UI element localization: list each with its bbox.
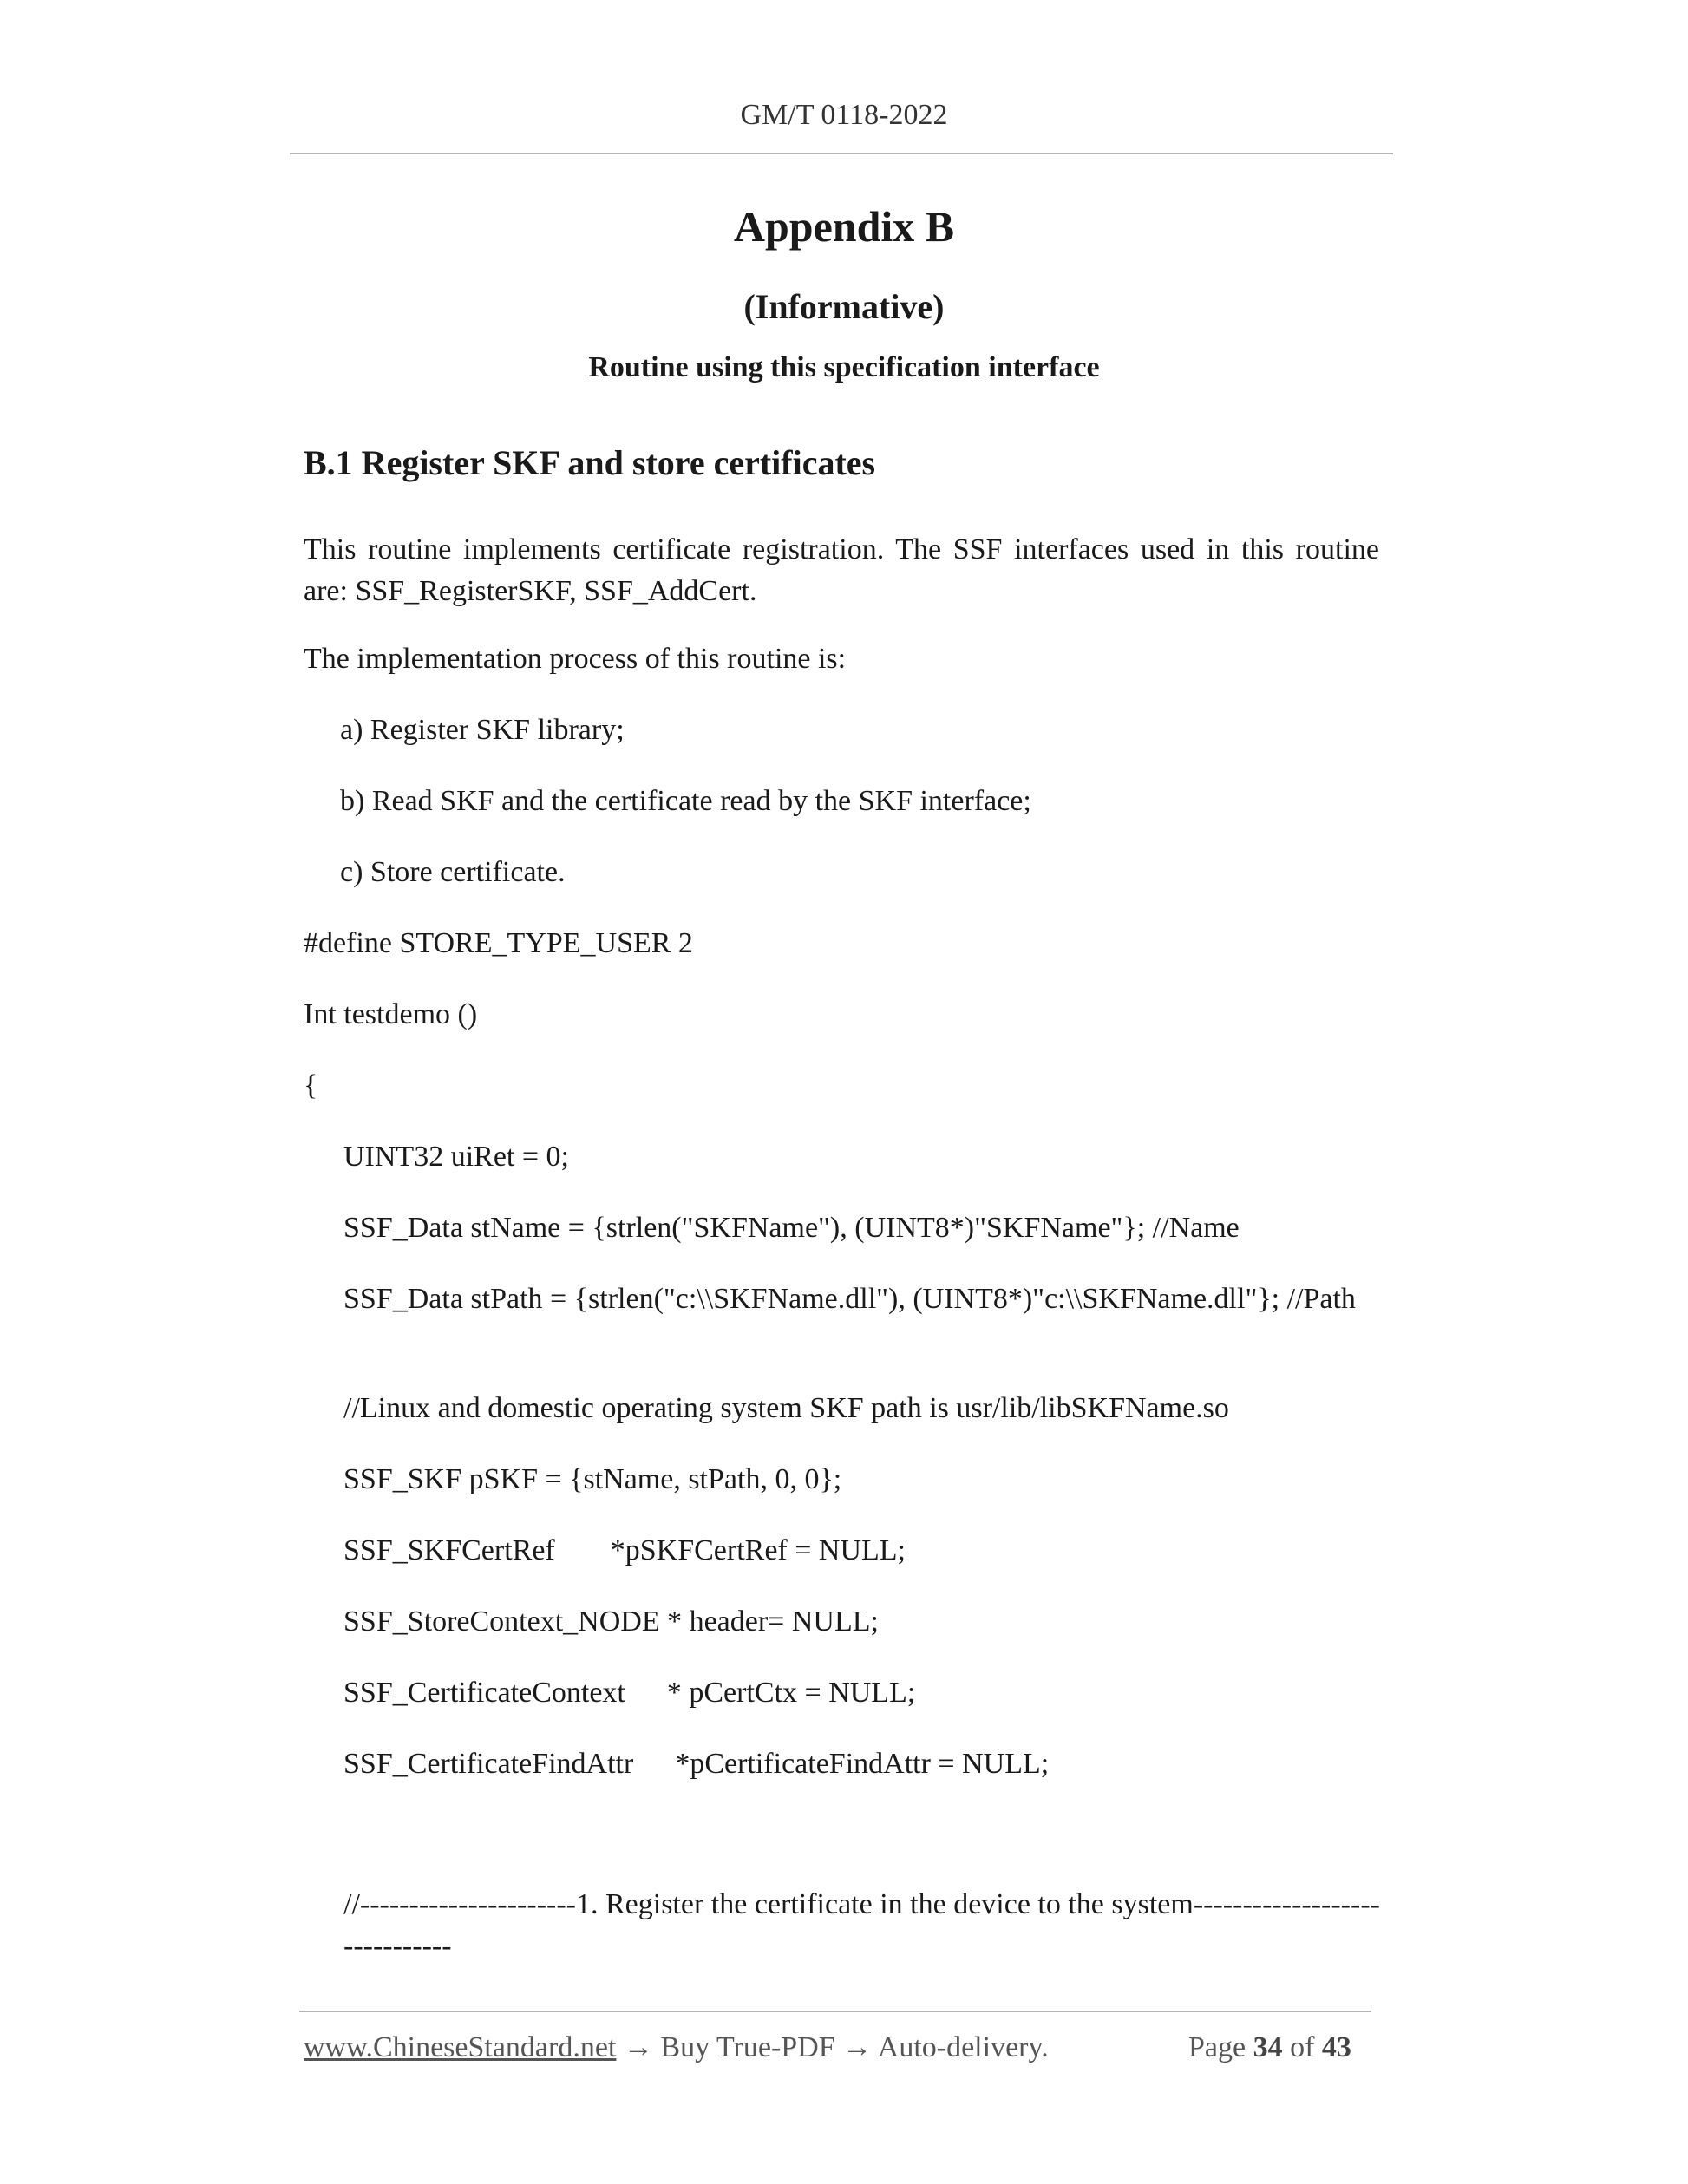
step-item: c) Store certificate. (340, 856, 566, 888)
code-type: SSF_CertificateFindAttr (343, 1748, 634, 1780)
code-line-stname: SSF_Data stName = {strlen("SKFName"), (UINT8*)"SKFName"}; //Name (343, 1212, 1240, 1244)
step-item: b) Read SKF and the certificate read by the SKF interface; (340, 785, 1031, 817)
code-line-header: SSF_StoreContext_NODE * header= NULL; (343, 1605, 879, 1638)
code-open-brace: { (304, 1069, 318, 1102)
site-link[interactable]: www.ChineseStandard.net (304, 2031, 617, 2063)
code-line-pskf: SSF_SKF pSKF = {stName, stPath, 0, 0}; (343, 1463, 842, 1495)
code-line-stpath: SSF_Data stPath = {strlen("c:\\SKFName.dll"), (UINT8*)"c:\\SKFName.dll"}; //Path (343, 1283, 1356, 1315)
appendix-subtitle: Routine using this specification interface (588, 351, 1100, 383)
document-header-id: GM/T 0118-2022 (740, 99, 948, 131)
header-divider (290, 153, 1393, 154)
code-type: SSF_SKFCertRef (343, 1534, 555, 1566)
code-variable: *pCertificateFindAttr = NULL; (675, 1748, 1050, 1780)
page-total: 43 (1321, 2031, 1351, 2063)
appendix-type: (Informative) (743, 287, 945, 326)
footer-divider (299, 2011, 1371, 2012)
of-label: of (1290, 2031, 1315, 2063)
footer-left (304, 2031, 1049, 2064)
code-line-uiret: UINT32 uiRet = 0; (343, 1141, 569, 1173)
page-number: 34 (1253, 2031, 1283, 2063)
step-item: a) Register SKF library; (340, 714, 625, 746)
appendix-title: Appendix B (733, 202, 955, 251)
page-indicator (1188, 2031, 1351, 2064)
code-variable: *pSKFCertRef = NULL; (610, 1534, 906, 1566)
page-label: Page (1188, 2031, 1246, 2063)
code-line-findattr (343, 1743, 1381, 1785)
intro-paragraph: This routine implements certificate registration. The SSF interfaces used in this routine are: SSF_RegisterSKF, SSF_AddCert. (304, 533, 1379, 607)
code-comment-register: //----------------------1. Register the certificate in the device to the system------------------------------ (343, 1888, 1380, 1962)
code-function-signature: Int testdemo () (304, 998, 478, 1030)
code-type: SSF_CertificateContext (343, 1677, 625, 1709)
code-variable: * pCertCtx = NULL; (666, 1677, 916, 1709)
code-define: #define STORE_TYPE_USER 2 (304, 927, 693, 959)
footer-promo: → Buy True-PDF → Auto-delivery. (616, 2031, 1049, 2063)
process-intro: The implementation process of this routine is: (304, 643, 847, 675)
section-heading: B.1 Register SKF and store certificates (304, 443, 876, 482)
code-line-certctx (343, 1672, 1381, 1714)
code-comment-linux: //Linux and domestic operating system SKF path is usr/lib/libSKFName.so (343, 1392, 1229, 1424)
code-line-certref (343, 1530, 1381, 1572)
